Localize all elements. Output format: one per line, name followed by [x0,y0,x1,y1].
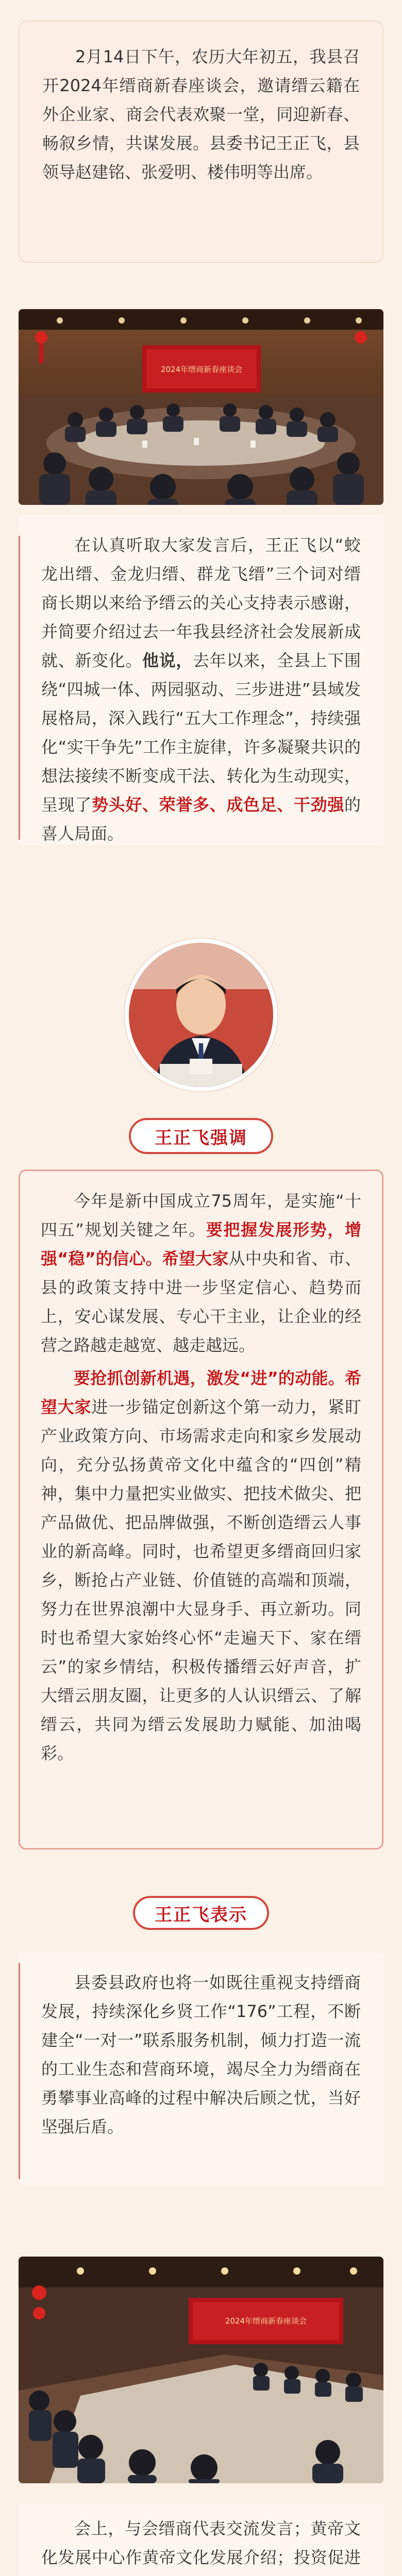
meeting-photo-1 [19,309,383,505]
tag-stated: 王正飞表示 [133,1896,269,1930]
emphasis-p1-body: 从中央和省、市、县的政策支持中进一步坚定信心、趋势而上，安心谋发展、专心干主业，让企业的经营之路越走越宽、越走越远。 [41,1249,361,1355]
intro-card [19,21,383,263]
closing-section [19,2504,383,2576]
emphasis-paragraph-1 [20,1171,382,1364]
emphasis-p2-body: 进一步锚定创新这个第一动力，紧盯产业政策方向、市场需求走向和家乡发展动向，充分弘扬黄帝文化中蕴含的“四创”精神，集中力量把实业做实、把技术做尖、把产品做优、把品牌做强，不断创造缙云人事业的新高峰。同时，也希望更多缙商回归家乡，断抢占产业链、价值链的高端和顶端，努力在世界浪潮中大显身手、再立新功。同时也希望大家始终心怀“走遍天下、家在缙云”的家乡情结，积极传播缙云好声音，扩大缙云朋友圈，让更多的人认识缙云、了解缙云，共同为缙云发展助力赋能、加油喝彩。 [41,1397,361,1763]
emphasis-p2-lead: 希望大家 [41,1368,361,1417]
speech-part-3: 去年以来，全县上下围绕“四城一体、两园驱动、三步进进”县域发展格局，深入践行“五大工作理念”，持续强化“实干争先”工作主旋律，许多凝聚共识的想法接续不断变成干法、转化为生动现实，呈现了 [41,651,361,815]
emphasis-box [19,1170,383,1850]
speech-part-1: 在认真听取大家发言后，王正飞以“蛟龙出缙、金龙归缙、群龙飞缙”三个词对缙商长期以来给予缙云的关心支持表示感谢，并简要介绍过去一年我县经济社会发展新成就、新变化。 [41,535,361,670]
speech-section [19,515,383,845]
speech-highlight: 势头好、荣誉多、成色足、干劲强 [92,795,344,815]
emphasis-paragraph-2 [20,1364,382,1783]
statement-section [19,1953,383,2184]
speaker-portrait [129,943,273,1087]
speech-part-5: 的喜人局面。 [41,795,361,843]
statement-divider-line [19,1963,20,2179]
intro-paragraph: 2月14日下午，农历大年初五，我县召开2024年缙商新春座谈会，邀请缙云籍在外企业家、商会代表欢聚一堂，同迎新春、畅叙乡情，共谋发展。县委书记王正飞，县领导赵建铭、张爱明、楼伟明等出席。 [42,47,360,182]
emphasis-p2-highlight: 要抢抓创新机遇，激发“进”的动能。 [74,1368,345,1388]
tag-emphasis: 王正飞强调 [129,1118,273,1154]
speech-paragraph [19,515,383,869]
meeting-photo-2 [19,2257,383,2483]
closing-paragraph-1: 会上，与会缙商代表交流发言；黄帝文化发展中心作黄帝文化发展介绍；投资促进 [41,2519,361,2567]
speech-part-2: 他说， [142,651,193,670]
emphasis-p1-text: 今年是新中国成立75周年，是实施“十四五”规划关键之年。 [41,1191,361,1240]
statement-paragraph: 县委县政府也将一如既往重视支持缙商发展，持续深化乡贤工作“176”工程，不断建全“一对一”联系服务机制，倾力打造一流的工业生态和营商环境，竭尽全力为缙商在勇攀事业高峰的过程中解决后顾之忧，当好坚强后盾。 [41,1973,361,2137]
speech-divider-line [19,536,20,840]
photo-banner-text-2: 2024年缙商新春座谈会 [225,2316,307,2326]
emphasis-p1-highlight: 要把握发展形势，增强“稳”的信心。 [41,1220,361,1268]
emphasis-p1-lead: 希望大家 [162,1249,229,1268]
photo-banner-text: 2024年缙商新春座谈会 [160,365,243,374]
